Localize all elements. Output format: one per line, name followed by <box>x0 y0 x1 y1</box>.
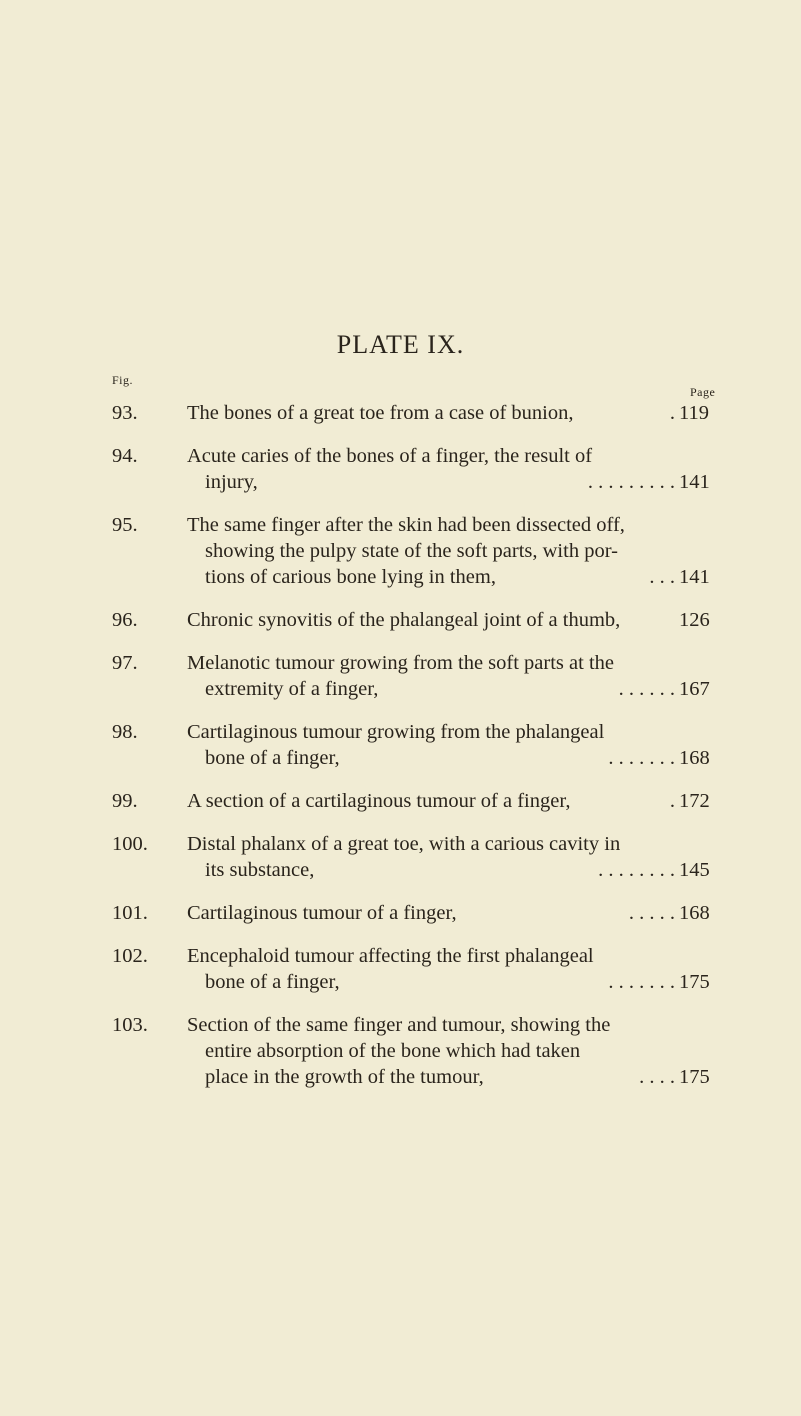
figure-entry <box>112 943 712 995</box>
figure-entry <box>112 1012 712 1090</box>
leader-dots: . <box>669 402 675 424</box>
description-text: bone of a finger, <box>205 747 340 769</box>
page-number: 167 <box>679 678 710 700</box>
leader-dots: . . . . . <box>628 902 675 924</box>
figure-number: 103. <box>112 1014 148 1036</box>
description-line <box>187 443 712 469</box>
figure-description <box>187 788 712 814</box>
figure-description <box>187 900 712 926</box>
description-line <box>187 943 712 969</box>
description-line <box>187 1012 712 1038</box>
leader-dots: . . . <box>649 566 675 588</box>
figure-number: 96. <box>112 609 138 631</box>
page-number: 175 <box>679 971 710 993</box>
figure-entry <box>112 831 712 883</box>
figure-description <box>187 607 712 633</box>
description-text: place in the growth of the tumour, <box>205 1066 484 1088</box>
fig-column-header: Fig. <box>112 373 134 387</box>
description-line <box>187 745 712 771</box>
description-line <box>187 469 712 495</box>
description-line <box>187 1038 712 1064</box>
page-number: 168 <box>679 747 710 769</box>
description-line <box>187 719 712 745</box>
figure-entry <box>112 788 712 814</box>
leader-dots: . . . . . . . <box>608 971 675 993</box>
page-number: 172 <box>679 790 710 812</box>
figure-description <box>187 943 712 995</box>
figure-number: 97. <box>112 652 138 674</box>
page-number: 168 <box>679 902 710 924</box>
description-line <box>187 607 712 633</box>
page-number: 145 <box>679 859 710 881</box>
description-text: Cartilaginous tumour of a finger, <box>187 902 457 924</box>
page-column-header: Page <box>690 385 716 399</box>
description-text: The bones of a great toe from a case of bunion, <box>187 402 574 424</box>
figure-entry <box>112 400 712 426</box>
leader-dots: . . . . . . . <box>608 747 675 769</box>
figure-number: 102. <box>112 945 148 967</box>
description-text: A section of a cartilaginous tumour of a finger, <box>187 790 571 812</box>
figure-number: 95. <box>112 514 138 536</box>
description-text: injury, <box>205 471 258 493</box>
description-line <box>187 969 712 995</box>
page-number: 141 <box>679 471 710 493</box>
description-text: Encephaloid tumour affecting the first phalangeal <box>187 945 594 967</box>
figure-number: 101. <box>112 902 148 924</box>
description-text: Melanotic tumour growing from the soft parts at the <box>187 652 614 674</box>
description-text: Distal phalanx of a great toe, with a carious cavity in <box>187 833 621 855</box>
description-line <box>187 512 712 538</box>
figure-entry <box>112 607 712 633</box>
plate-title: PLATE IX. <box>336 330 465 359</box>
figure-number: 99. <box>112 790 138 812</box>
description-line <box>187 676 712 702</box>
description-text: Cartilaginous tumour growing from the phalangeal <box>187 721 605 743</box>
figure-entry <box>112 719 712 771</box>
page-number: 175 <box>679 1066 710 1088</box>
leader-dots: . . . . . . <box>618 678 675 700</box>
description-line <box>187 857 712 883</box>
figure-list <box>112 400 712 1107</box>
description-text: its substance, <box>205 859 315 881</box>
description-text: extremity of a finger, <box>205 678 379 700</box>
description-text: Acute caries of the bones of a finger, the result of <box>187 445 593 467</box>
figure-number: 94. <box>112 445 138 467</box>
figure-description <box>187 512 712 590</box>
figure-entry <box>112 512 712 590</box>
figure-description <box>187 719 712 771</box>
page-number: 126 <box>679 609 710 631</box>
page-number: 141 <box>679 566 710 588</box>
description-text: Chronic synovitis of the phalangeal joint of a thumb, <box>187 609 621 631</box>
description-text: showing the pulpy state of the soft parts, with por- <box>205 540 618 562</box>
figure-number: 100. <box>112 833 148 855</box>
figure-number: 98. <box>112 721 138 743</box>
figure-description <box>187 1012 712 1090</box>
description-line <box>187 831 712 857</box>
description-text: entire absorption of the bone which had taken <box>205 1040 581 1062</box>
figure-number: 93. <box>112 402 138 424</box>
figure-entry <box>112 900 712 926</box>
description-text: Section of the same finger and tumour, showing the <box>187 1014 611 1036</box>
figure-entry <box>112 443 712 495</box>
description-text: The same finger after the skin had been dissected off, <box>187 514 625 536</box>
figure-entry <box>112 650 712 702</box>
leader-dots: . . . . . . . . <box>598 859 675 881</box>
description-line <box>187 564 712 590</box>
leader-dots <box>620 607 679 633</box>
description-text: tions of carious bone lying in them, <box>205 566 496 588</box>
description-text: bone of a finger, <box>205 971 340 993</box>
figure-description <box>187 400 712 426</box>
description-line <box>187 538 712 564</box>
description-line <box>187 1064 712 1090</box>
page-number: 119 <box>679 402 709 424</box>
figure-description <box>187 831 712 883</box>
figure-description <box>187 650 712 702</box>
leader-dots: . . . . <box>639 1066 675 1088</box>
description-line <box>187 788 712 814</box>
description-line <box>187 650 712 676</box>
figure-description <box>187 443 712 495</box>
leader-dots: . . . . . . . . . <box>587 471 675 493</box>
leader-dots: . <box>669 790 675 812</box>
description-line <box>187 400 712 426</box>
description-line <box>187 900 712 926</box>
